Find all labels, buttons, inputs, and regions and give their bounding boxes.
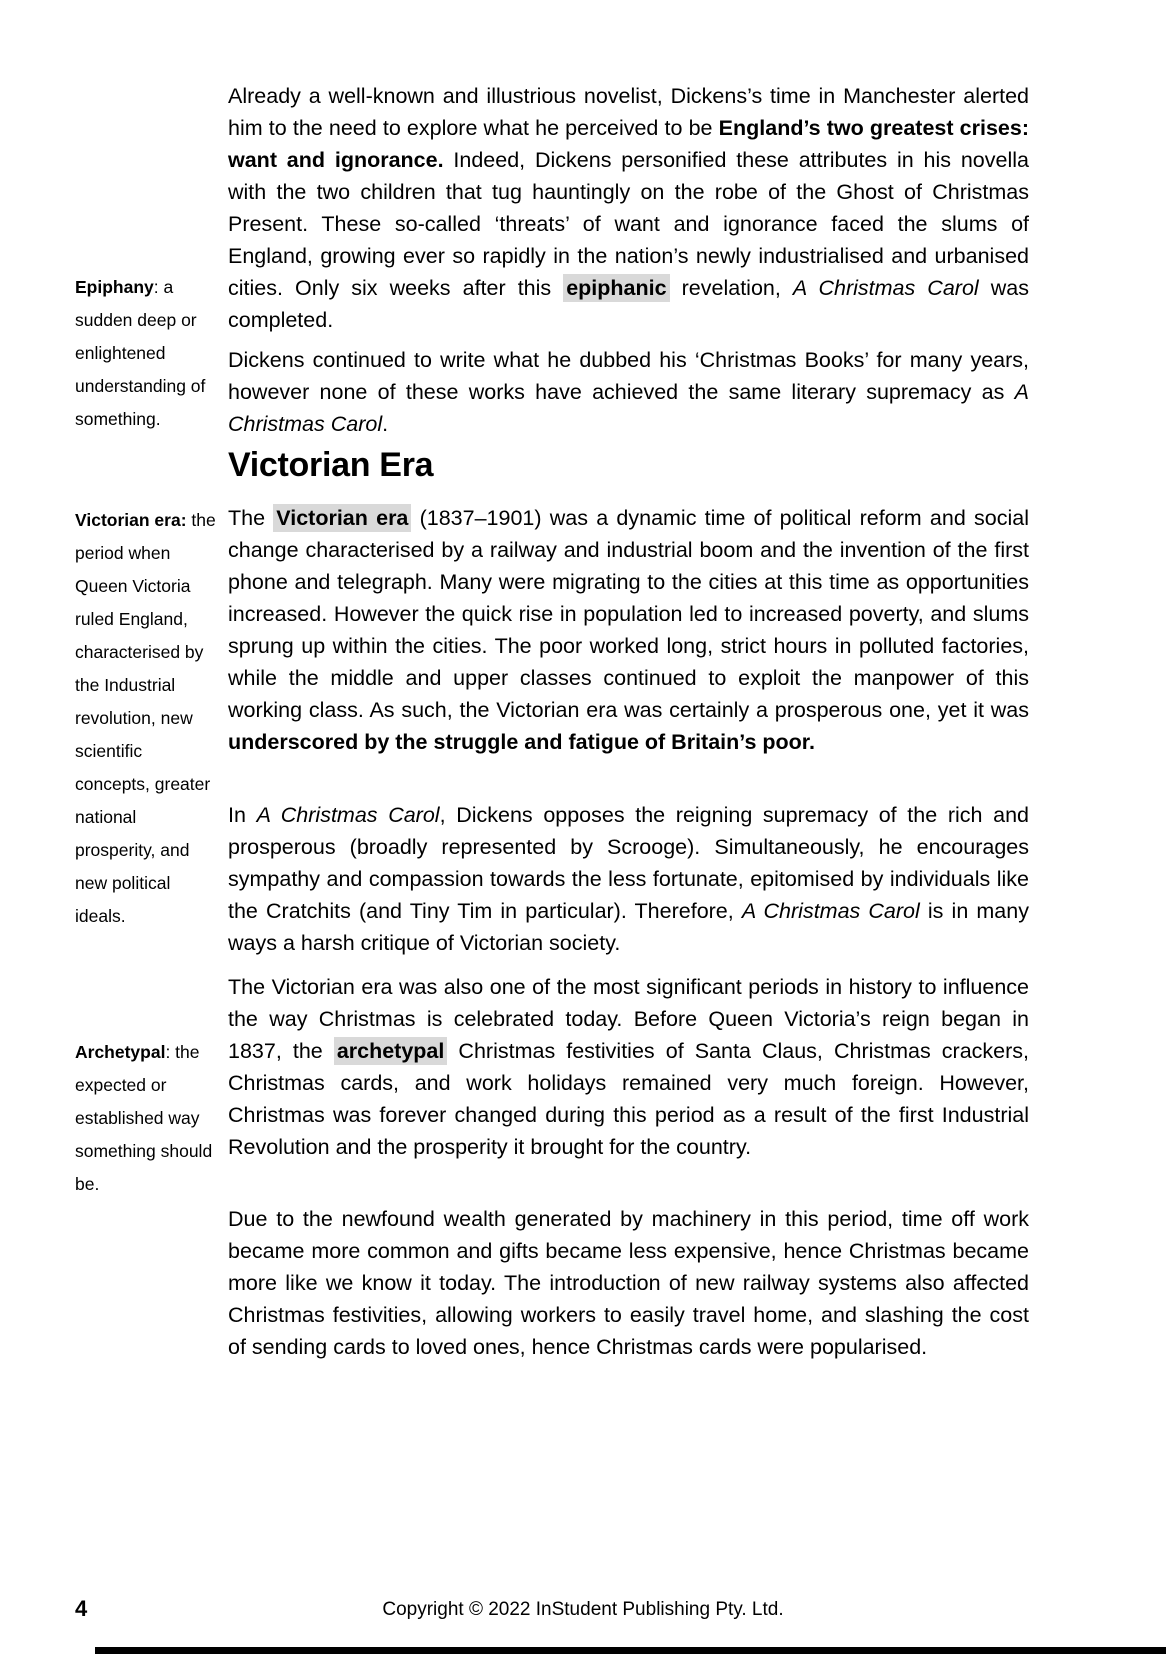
text-segment-plain: the period when Queen Victoria ruled England, characterised by the Industrial revolution, new scientific concepts, greater national prosperity, and new political ideals.	[75, 510, 216, 926]
body-paragraph-2	[228, 344, 1029, 440]
text-segment-plain: .	[382, 412, 389, 436]
text-segment-bold: England’s two greatest crises: want and ignorance.	[228, 116, 1029, 172]
copyright-notice: Copyright © 2022 InStudent Publishing Pty. Ltd.	[382, 1599, 784, 1620]
text-segment-plain: The	[228, 506, 274, 530]
text-segment-bold: Archetypal	[75, 1042, 166, 1062]
margin-note-archetypal	[75, 1036, 219, 1201]
margin-note-victorian-era	[75, 504, 219, 933]
text-segment-bold: Epiphany	[75, 277, 154, 297]
text-segment-hlbold: archetypal	[334, 1037, 448, 1065]
text-segment-bold: underscored by the struggle and fatigue of Britain’s poor.	[228, 730, 815, 754]
text-segment-plain: Due to the newfound wealth generated by machinery in this period, time off work became more common and gifts became less expensive, hence Christmas became more like we know it today. The introduction of new railway systems also affected Christmas festivities, allowing workers to easily travel home, and slashing the cost of sending cards to loved ones, hence Christmas cards were popularised.	[228, 1207, 1029, 1359]
body-paragraph-5	[228, 971, 1029, 1163]
text-segment-hlbold: Victorian era	[273, 504, 411, 532]
page-number: 4	[75, 1596, 88, 1621]
text-segment-plain: In	[228, 803, 257, 827]
text-segment-plain: Dickens continued to write what he dubbed his ‘Christmas Books’ for many years, however none of these works have achieved the same literary supremacy as	[228, 348, 1029, 404]
text-segment-plain: (1837–1901) was a dynamic time of political reform and social change characterised by a railway and industrial boom and the invention of the first phone and telegraph. Many were migrating to the cities at this time as opportunities increased. However the quick rise in population led to increased poverty, and slums sprung up within the cities. The poor worked long, strict hours in polluted factories, while the middle and upper classes continued to exploit the manpower of this working class. As such, the Victorian era was certainly a prosperous one, yet it was	[228, 506, 1029, 722]
footer-bar	[95, 1647, 1166, 1654]
text-segment-plain: : a sudden deep or enlightened understanding of something.	[75, 277, 206, 429]
text-segment-plain: was completed.	[228, 276, 1029, 332]
text-segment-plain: Indeed, Dickens personified these attributes in his novella with the two children that tug hauntingly on the robe of the Ghost of Christmas Present. These so-called ‘threats’ of want and ignorance faced the slums of England, growing ever so rapidly in the nation’s newly industrialised and urbanised cities. Only six weeks after this	[228, 148, 1029, 300]
margin-note-epiphany	[75, 271, 219, 436]
body-paragraph-1	[228, 80, 1029, 336]
text-segment-italic: A Christmas Carol	[792, 276, 979, 300]
text-segment-plain: Already a well-known and illustrious novelist, Dickens’s time in Manchester alerted him to the need to explore what he perceived to be	[228, 84, 1029, 140]
text-segment-plain: The Victorian era was also one of the most significant periods in history to influence the way Christmas is celebrated today. Before Queen Victoria’s reign began in 1837, the	[228, 975, 1029, 1063]
text-segment-plain: Christmas festivities of Santa Claus, Christmas crackers, Christmas cards, and work holidays remained very much foreign. However, Christmas was forever changed during this period as a result of the first Industrial Revolution and the prosperity it brought for the country.	[228, 1039, 1029, 1159]
text-segment-italic: A Christmas Carol	[228, 380, 1029, 436]
section-heading: Victorian Era	[228, 446, 434, 484]
text-segment-italic: A Christmas Carol	[741, 899, 920, 923]
text-segment-plain: revelation,	[669, 276, 793, 300]
body-paragraph-4	[228, 799, 1029, 959]
text-segment-plain: , Dickens opposes the reigning supremacy of the rich and prosperous (broadly represented by Scrooge). Simultaneously, he encourages sympathy and compassion towards the less fortunate, epitomised by individuals like the Cratchits (and Tiny Tim in particular). Therefore,	[228, 803, 1030, 923]
body-paragraph-3	[228, 502, 1029, 758]
text-segment-hlbold: epiphanic	[563, 274, 669, 302]
text-segment-plain: : the expected or established way something should be.	[75, 1042, 213, 1194]
body-paragraph-6	[228, 1203, 1029, 1363]
text-segment-plain: is in many ways a harsh critique of Victorian society.	[228, 899, 1029, 955]
text-segment-italic: A Christmas Carol	[256, 803, 440, 827]
text-segment-bold: Victorian era:	[75, 510, 187, 530]
